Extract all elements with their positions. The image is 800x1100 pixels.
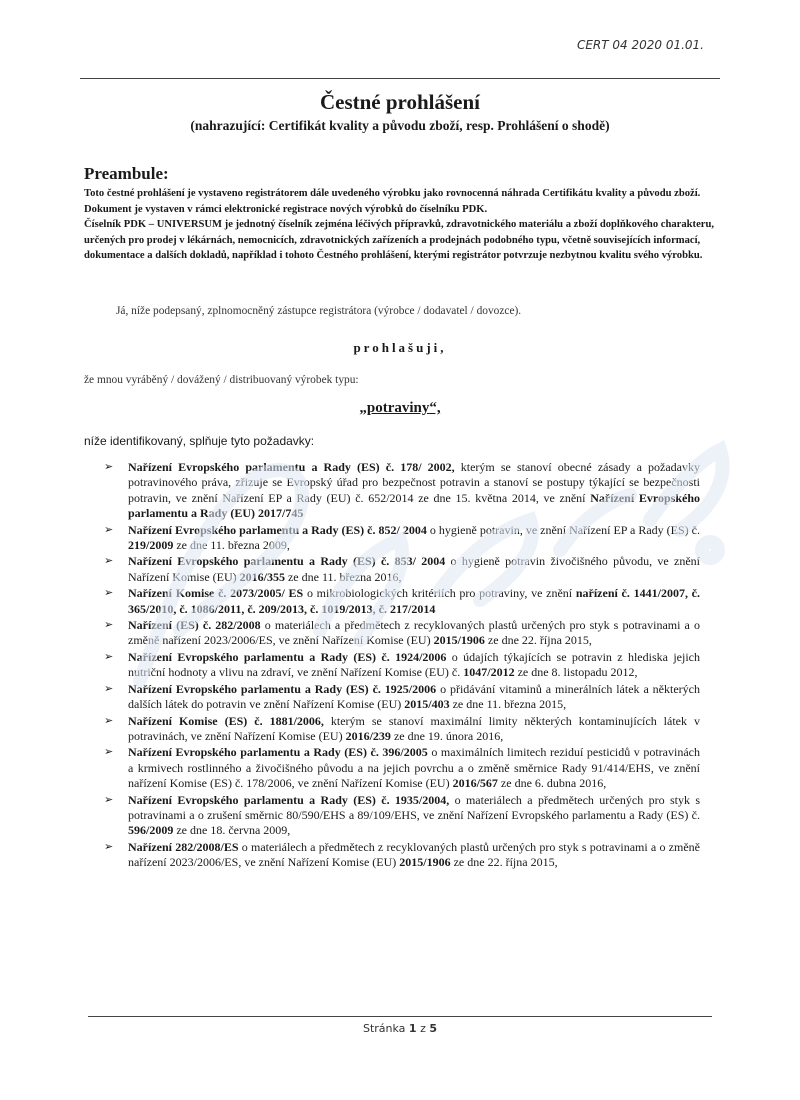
regulation-reference: 219/2009 [128,538,174,553]
declare-word: prohlašuji, [353,340,447,355]
requirement-text: ze dne 8. listopadu 2012, [514,665,638,680]
requirement-text: o materiálech a předmětech z recyklovaných plastů určených pro styk s potravinami a o změně nařízení 2023/2006/ES, ve znění Nařízení Komise (EU) [128,618,700,648]
arrow-bullet-icon: ➢ [104,840,114,853]
regulation-reference: Nařízení Evropského parlamentu a Rady (ES) č. 1924/2006 [128,649,447,664]
requirement-item [100,460,700,522]
regulation-reference: Nařízení Evropského parlamentu a Rady (ES) č. 1925/2006 [128,681,437,696]
regulation-reference: 2016/567 [452,776,498,791]
requirement-text: ze dne 6. dubna 2016, [497,776,607,791]
requirement-item [100,650,700,681]
regulation-reference: Nařízení Komise (ES) č. 1881/2006, [128,713,324,728]
requirements-list [100,460,700,872]
regulation-reference: 1047/2012 [463,665,515,680]
document-subtitle: (nahrazující: Certifikát kvality a původu zboží, resp. Prohlášení o shodě) [190,118,610,133]
regulation-reference: Nařízení (ES) č. 282/2008 [128,618,261,633]
requirement-text: ze dne 22. října 2015, [450,855,558,870]
requirement-item [100,793,700,839]
requirement-text: o materiálech a předmětech z recyklovaných plastů určených pro styk s potravinami a o změně nařízení 2023/2006/ES, ve znění Nařízení Komise (EU) [128,839,700,870]
arrow-bullet-icon: ➢ [104,746,114,759]
requirement-text: ze dne 11. března 2015, [449,697,567,712]
regulation-reference: 2016/355 [239,569,285,584]
page-current: 1 [408,1022,417,1035]
requirement-item [100,840,700,871]
regulation-reference: Nařízení Komise č. 2073/2005/ ES [128,586,304,601]
requirement-text: ze dne 11. března 2016, [284,569,402,584]
regulation-reference: Nařízení Evropského parlamentu a Rady (ES) č. 852/ 2004 [128,522,427,537]
certificate-code: CERT 04 2020 01.01. [576,38,704,52]
requirement-text: o mikrobiologických kritériích pro potraviny, ve znění [303,586,576,601]
arrow-bullet-icon: ➢ [104,461,114,473]
requirement-item [100,745,700,791]
page-label: Stránka [362,1022,406,1035]
requirement-item [100,586,700,617]
arrow-bullet-icon: ➢ [104,587,114,600]
page-separator: z [420,1022,426,1035]
requirement-text: o údajích týkajících se potravin z hlediska jejich nutriční hodnoty a vlivu na zdraví, ve znění Nařízení Komise (EU) č. [128,649,700,680]
document-title: Čestné prohlášení [319,90,481,114]
arrow-bullet-icon: ➢ [104,682,114,695]
requirement-text: o přidávání vitaminů a minerálních látek a některých dalších látek do potravin ve znění Nařízení Komise (EU) [128,681,700,712]
regulation-reference: Nařízení Evropského parlamentu a Rady (ES) č. 1935/2004, [128,792,450,807]
requirement-item [100,554,700,585]
regulation-reference: 2016/239 [345,728,391,743]
arrow-bullet-icon: ➢ [104,650,114,663]
requirement-text: ze dne 11. března 2009, [173,538,290,553]
regulation-reference: 2015/1906 [433,633,485,648]
requirement-item [100,682,700,713]
header-divider [80,78,720,79]
arrow-bullet-icon: ➢ [104,555,114,568]
preamble-paragraph: Toto čestné prohlášení je vystaveno registrátorem dále uvedeného výrobku jako rovnocenná náhrada Certifikátu kvality a původu zboží. [84,188,701,199]
preamble-paragraph: Dokument je vystaven v rámci elektronické registrace nových výrobků do číselníku PDK. [84,203,488,215]
regulation-reference: 2015/403 [404,697,450,712]
declarant-statement: Já, níže podepsaný, zplnomocněný zástupce registrátora (výrobce / dodavatel / dovozce). [116,305,522,317]
requirement-text: o hygieně potravin, ve znění Nařízení EP a Rady (ES) č. [426,522,700,537]
regulation-reference: Nařízení Evropského parlamentu a Rady (EU) 2017/745 [128,490,700,521]
requirement-text: kterým se stanoví maximální limity některých kontaminujících látek v potravinách, ve znění Nařízení Komise (EU) [128,713,700,743]
requirements-intro: níže identifikovaný, splňuje tyto požadavky: [84,434,315,448]
product-intro: že mnou vyráběný / dovážený / distribuovaný výrobek typu: [84,374,359,386]
regulation-reference: nařízení č. 1441/2007, č. 365/2010, č. 1086/2011, č. 209/2013, č. 1019/2013, č. 217/2014 [128,586,700,616]
arrow-bullet-icon: ➢ [104,523,114,536]
page-footer [0,1022,800,1035]
requirement-text: o hygieně potravin živočišného původu, ve znění Nařízení Komise (EU) [128,554,700,584]
requirement-text: ze dne 22. října 2015, [484,633,592,648]
preamble-section [84,164,734,264]
preamble-heading: Preambule: [84,164,169,183]
regulation-reference: Nařízení Evropského parlamentu a Rady (ES) č. 178/ 2002, [128,460,455,474]
page-total: 5 [429,1022,438,1035]
requirement-text: ze dne 18. června 2009, [173,823,291,838]
requirement-text: o maximálních limitech reziduí pesticidů v potravinách a krmivech rostlinného a živočišného původu a na jejich povrchu a o změně směrnice Rady 91/414/EHS, ve znění nařízení Komise (ES) č. 178/2006, ve znění Nařízení Komise (EU) [128,745,700,791]
requirement-item [100,523,700,554]
requirement-text: ze dne 19. února 2016, [390,728,504,743]
requirement-text: kterým se stanoví obecné zásady a požadavky potravinového práva, zřizuje se Evropský úřad pro bezpečnost potravin a stanoví se postupy týkající se bezpečnosti potravin, ve znění Nařízení EP a Rady (EU) č. 652/2014 ze dne 15. května 2014, ve znění [128,460,700,505]
regulation-reference: 596/2009 [128,823,174,838]
product-type: „potraviny“, [359,400,441,416]
requirement-item [100,618,700,649]
footer-divider [88,1016,712,1017]
preamble-paragraph: Číselník PDK – UNIVERSUM je jednotný číselník zejména léčivých přípravků, zdravotnického materiálu a zboží doplňkového charakteru, určených pro prodej v lékárnách, nemocnicích, zdravotnických zařízeních a prodejnách podobného typu, včetně souvisejících informací, dokumentace a dalších dokladů, například i tohoto Čestného prohlášení, kterými registrátor potvrzuje nezbytnou kvalitu svého výrobku. [84,219,715,262]
requirement-text: o materiálech a předmětech určených pro styk s potravinami a o zrušení směrnic 80/590/EHS a 89/109/EHS, ve znění Nařízení Evropského parlamentu a Rady (ES) č. [128,792,700,822]
regulation-reference: Nařízení Evropského parlamentu a Rady (ES) č. 853/ 2004 [128,554,446,569]
arrow-bullet-icon: ➢ [104,619,114,632]
regulation-reference: Nařízení 282/2008/ES [128,839,239,854]
arrow-bullet-icon: ➢ [104,714,114,727]
requirement-item [100,714,700,745]
regulation-reference: Nařízení Evropského parlamentu a Rady (ES) č. 396/2005 [128,745,428,760]
regulation-reference: 2015/1906 [399,855,451,870]
arrow-bullet-icon: ➢ [104,793,114,806]
